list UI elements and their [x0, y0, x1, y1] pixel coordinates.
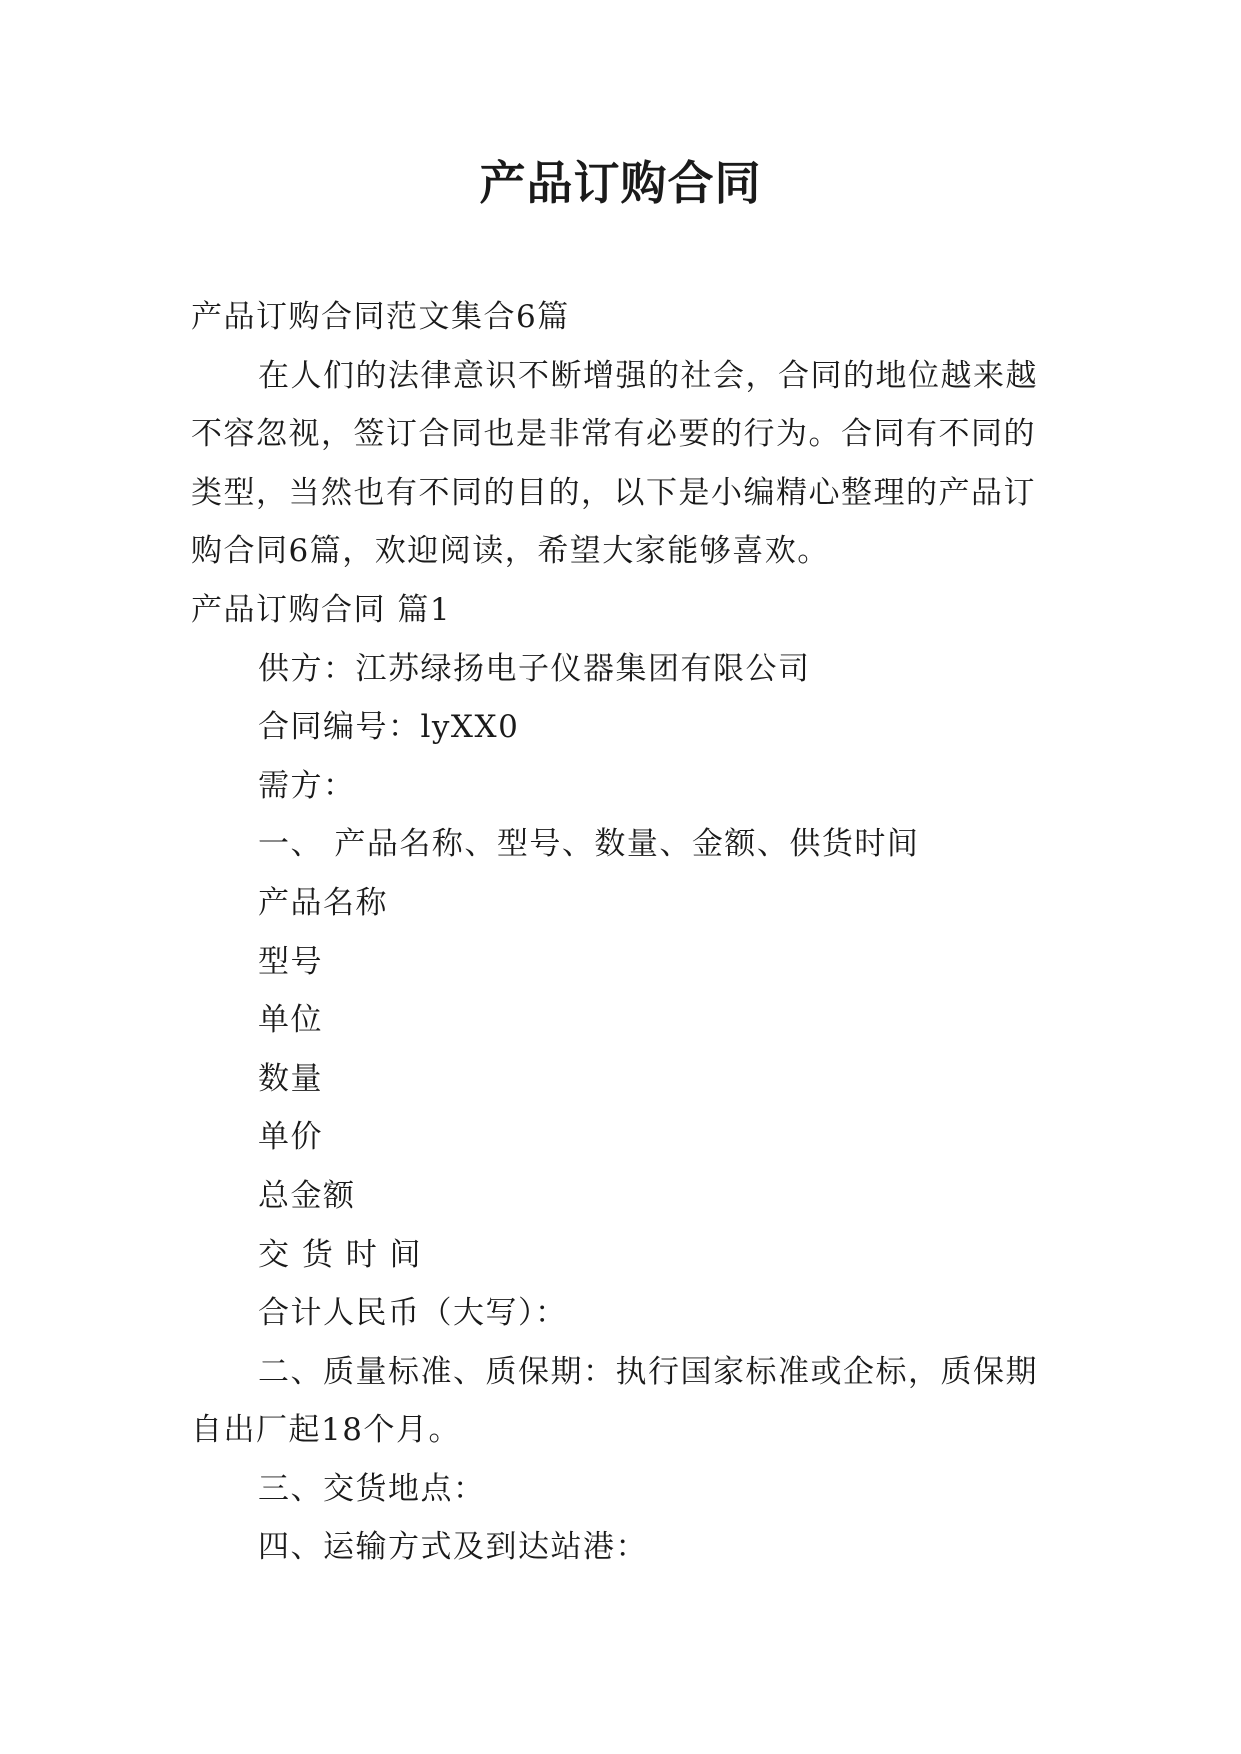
- intro-paragraph-line: 类型，当然也有不同的目的，以下是小编精心整理的产品订: [191, 474, 1036, 511]
- supplier-line: 供方：江苏绿扬电子仪器集团有限公司: [258, 650, 811, 687]
- intro-paragraph-line: 不容忽视，签订合同也是非常有必要的行为。合同有不同的: [191, 416, 1036, 453]
- field-unit: 单位: [258, 1002, 323, 1039]
- document-title: 产品订购合同: [479, 156, 762, 210]
- field-total-amount: 总金额: [258, 1177, 356, 1214]
- section-heading: 产品订购合同 篇1: [191, 591, 452, 628]
- clause-2-line: 自出厂起18个月。: [191, 1412, 461, 1449]
- document-body: [191, 288, 1057, 1577]
- buyer-line: 需方：: [258, 767, 356, 804]
- clause-3-line: 三、交货地点：: [258, 1470, 486, 1507]
- field-model: 型号: [258, 943, 323, 980]
- intro-paragraph-line: 购合同6篇，欢迎阅读，希望大家能够喜欢。: [191, 533, 830, 570]
- clause-1-heading: 一、 产品名称、型号、数量、金额、供货时间: [258, 826, 920, 863]
- field-delivery-time: 交 货 时 间: [258, 1236, 423, 1273]
- clause-2-line: 二、质量标准、质保期：执行国家标准或企标，质保期: [258, 1353, 1038, 1390]
- clause-4-line: 四、运输方式及到达站港：: [258, 1529, 648, 1566]
- total-rmb-line: 合计人民币（大写）：: [258, 1295, 568, 1332]
- field-unit-price: 单价: [258, 1119, 323, 1156]
- field-product-name: 产品名称: [258, 884, 388, 921]
- field-quantity: 数量: [258, 1060, 323, 1097]
- contract-number-line: 合同编号：lyXX0: [258, 709, 520, 746]
- document-subtitle: 产品订购合同范文集合6篇: [191, 299, 570, 335]
- intro-paragraph-line: 在人们的法律意识不断增强的社会，合同的地位越来越: [258, 357, 1038, 394]
